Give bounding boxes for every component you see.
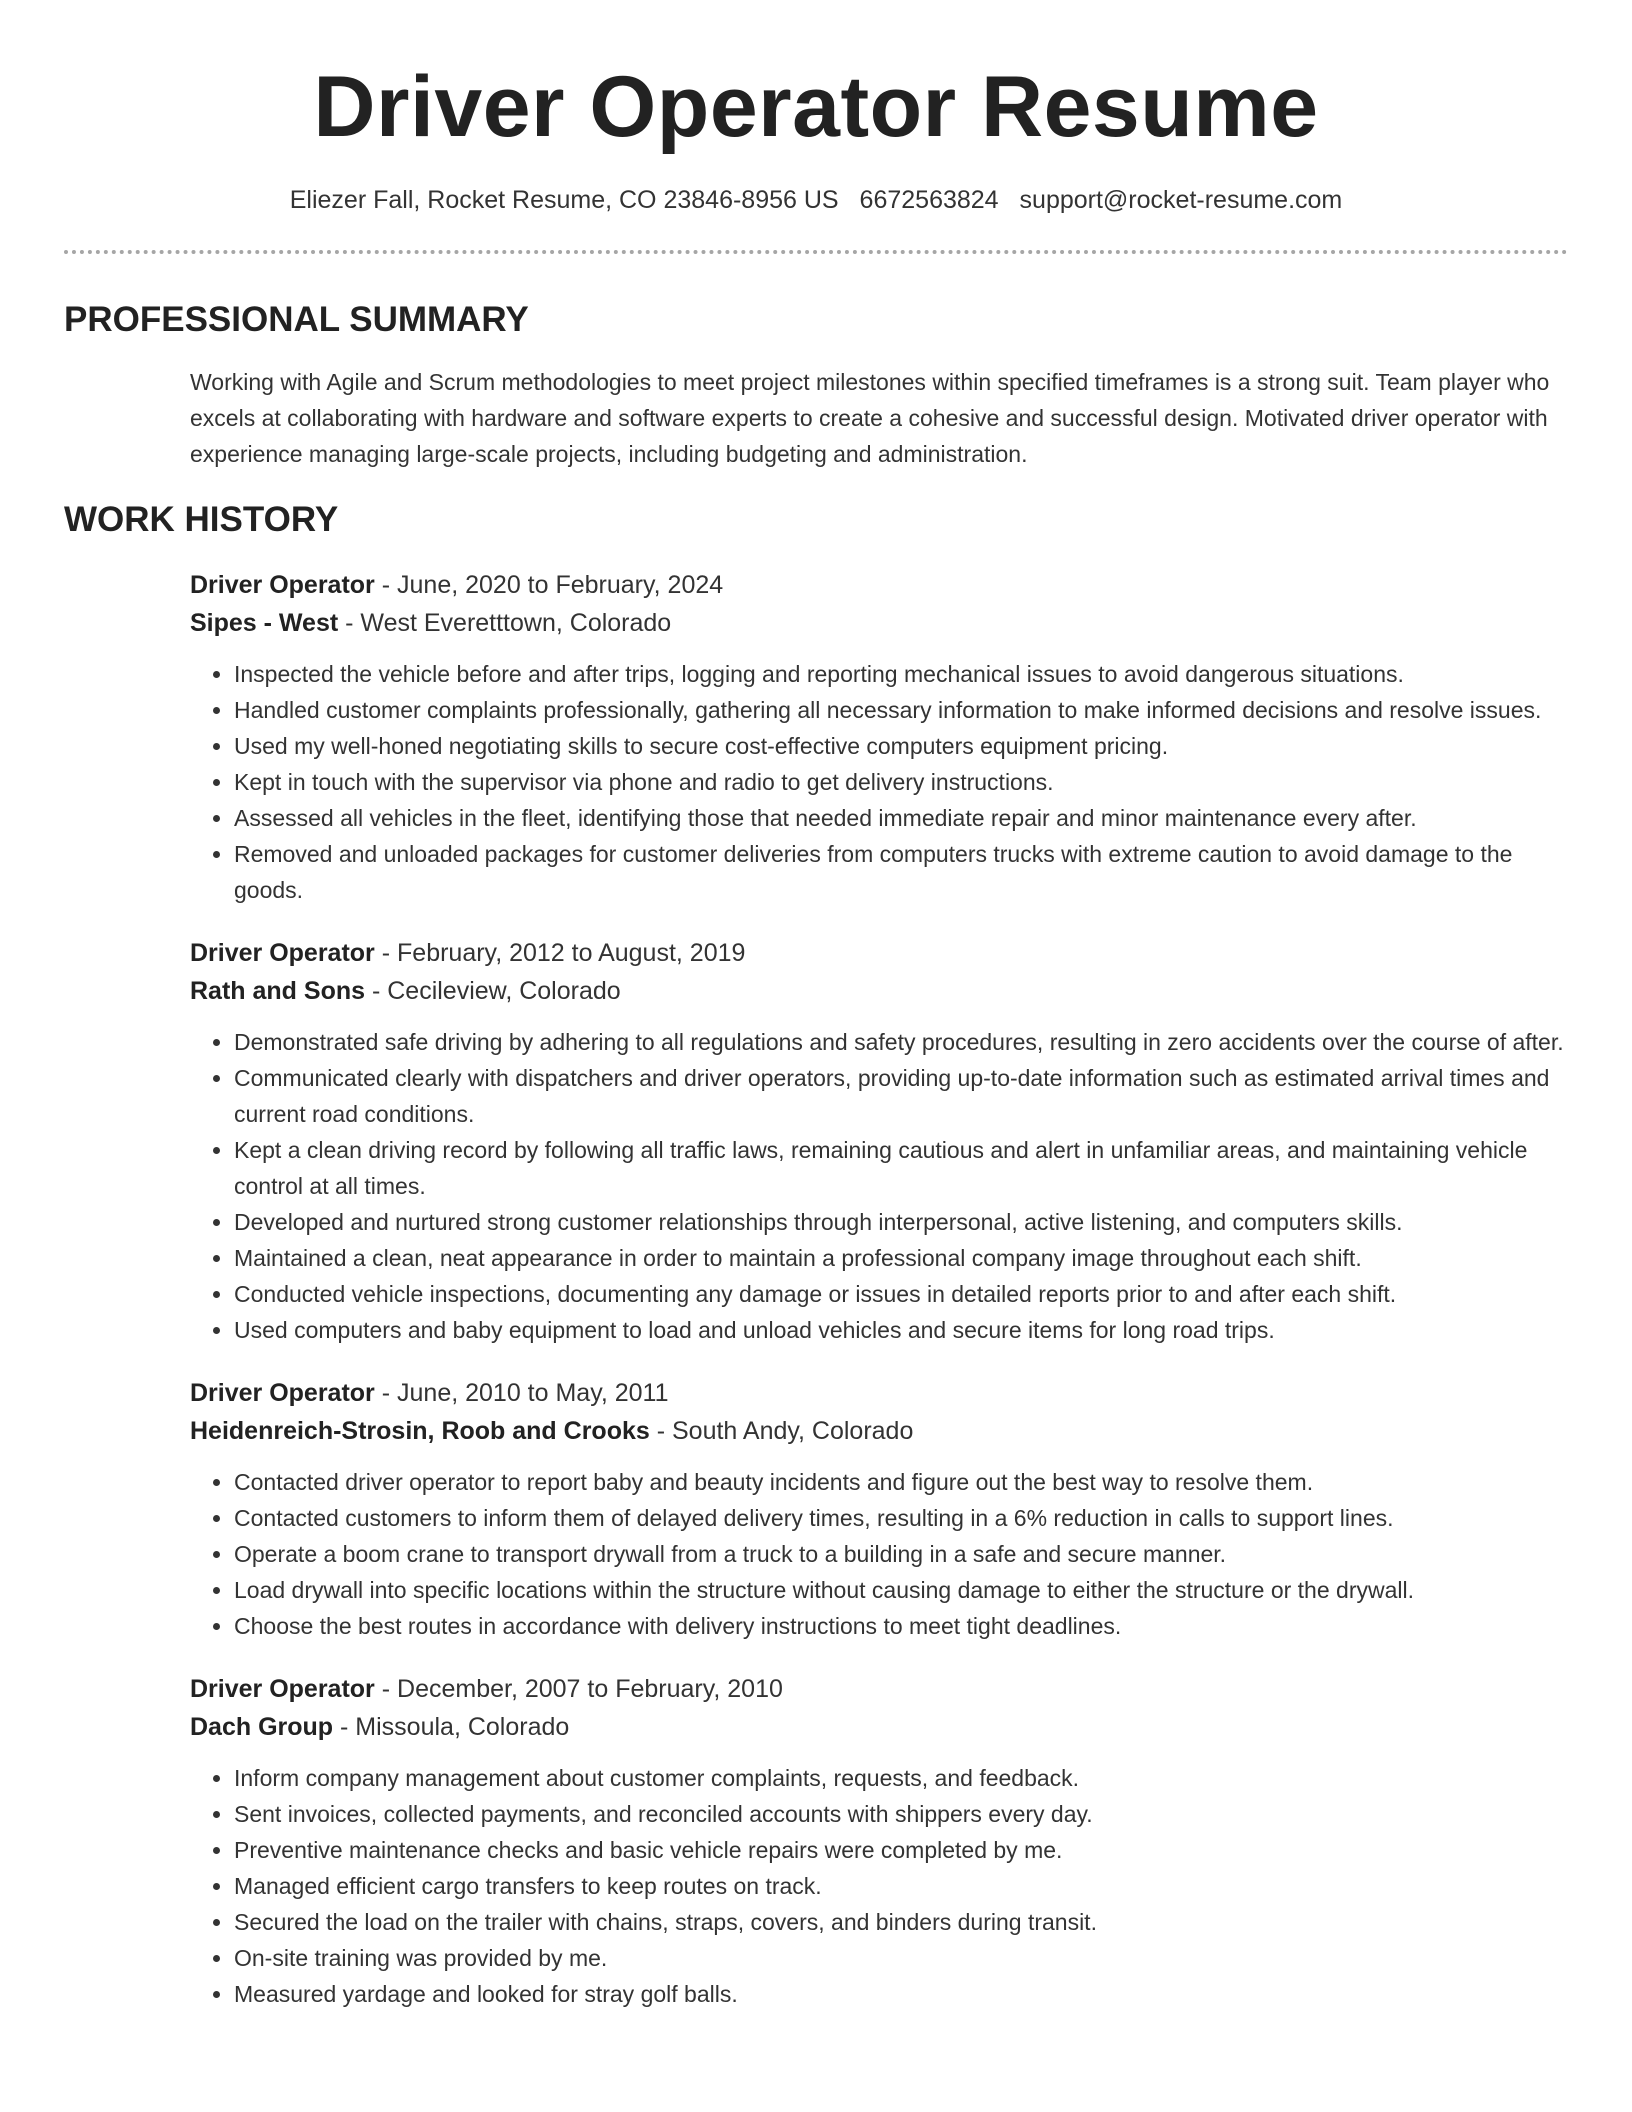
- job-dates: - June, 2010 to May, 2011: [374, 1379, 669, 1407]
- duty-item: • Communicated clearly with dispatchers and driver operators, providing up-to-date information such as estimated arrival times and current road conditions.: [234, 1060, 1568, 1132]
- duty-item: • Choose the best routes in accordance with delivery instructions to meet tight deadlines.: [234, 1608, 1568, 1644]
- duty-item: • Preventive maintenance checks and basic vehicle repairs were completed by me.: [234, 1832, 1568, 1868]
- duty-item: • On-site training was provided by me.: [234, 1940, 1568, 1976]
- duty-item: • Maintained a clean, neat appearance in order to maintain a professional company image throughout each shift.: [234, 1240, 1568, 1276]
- duty-item: • Contacted driver operator to report baby and beauty incidents and figure out the best way to resolve them.: [234, 1464, 1568, 1500]
- job-title: Driver Operator: [190, 1379, 375, 1407]
- job-entry: [190, 566, 1568, 908]
- job-dates: - December, 2007 to February, 2010: [374, 1675, 783, 1703]
- duty-item: • Contacted customers to inform them of delayed delivery times, resulting in a 6% reduction in calls to support lines.: [234, 1500, 1568, 1536]
- duty-item: • Kept a clean driving record by following all traffic laws, remaining cautious and alert in unfamiliar areas, and maintaining vehicle control at all times.: [234, 1132, 1568, 1204]
- duty-item: • Sent invoices, collected payments, and reconciled accounts with shippers every day.: [234, 1796, 1568, 1832]
- job-company-line: [190, 1708, 1568, 1746]
- job-company-line: [190, 972, 1568, 1010]
- job-entry: [190, 1374, 1568, 1644]
- duty-item: • Measured yardage and looked for stray golf balls.: [234, 1976, 1568, 2012]
- duty-item: • Kept in touch with the supervisor via phone and radio to get delivery instructions.: [234, 764, 1568, 800]
- job-title: Driver Operator: [190, 1675, 375, 1703]
- contact-phone: 6672563824: [859, 186, 999, 214]
- job-title-line: [190, 566, 1568, 604]
- job-dates: - February, 2012 to August, 2019: [374, 939, 746, 967]
- job-company: Heidenreich-Strosin, Roob and Crooks: [190, 1417, 650, 1445]
- duty-item: • Assessed all vehicles in the fleet, identifying those that needed immediate repair and minor maintenance every after.: [234, 800, 1568, 836]
- contact-address: Eliezer Fall, Rocket Resume, CO 23846-8956 US: [289, 186, 839, 214]
- job-title-line: [190, 1374, 1568, 1412]
- job-title-line: [190, 934, 1568, 972]
- job-company: Sipes - West: [190, 609, 339, 637]
- duty-item: • Operate a boom crane to transport drywall from a truck to a building in a safe and secure manner.: [234, 1536, 1568, 1572]
- job-company: Dach Group: [190, 1713, 334, 1741]
- job-entry: [190, 934, 1568, 1348]
- job-entry: [190, 1670, 1568, 2012]
- job-dates: - June, 2020 to February, 2024: [374, 571, 724, 599]
- job-location: - South Andy, Colorado: [649, 1417, 914, 1445]
- duty-list: [190, 1024, 1568, 1348]
- job-location: - West Everetttown, Colorado: [338, 609, 672, 637]
- duty-item: • Demonstrated safe driving by adhering to all regulations and safety procedures, resulting in zero accidents over the course of after.: [234, 1024, 1568, 1060]
- duty-item: • Removed and unloaded packages for customer deliveries from computers trucks with extreme caution to avoid damage to the goods.: [234, 836, 1568, 908]
- header-divider: [64, 250, 1568, 254]
- job-company-line: [190, 604, 1568, 642]
- job-title-line: [190, 1670, 1568, 1708]
- job-company-line: [190, 1412, 1568, 1450]
- duty-list: [190, 1760, 1568, 2012]
- job-title: Driver Operator: [190, 939, 375, 967]
- duty-item: • Inspected the vehicle before and after trips, logging and reporting mechanical issues to avoid dangerous situations.: [234, 656, 1568, 692]
- job-location: - Missoula, Colorado: [333, 1713, 570, 1741]
- duty-item: • Conducted vehicle inspections, documenting any damage or issues in detailed reports prior to and after each shift.: [234, 1276, 1568, 1312]
- summary-heading: PROFESSIONAL SUMMARY: [64, 300, 529, 339]
- duty-item: • Managed efficient cargo transfers to keep routes on track.: [234, 1868, 1568, 1904]
- duty-item: • Developed and nurtured strong customer relationships through interpersonal, active listening, and computers skills.: [234, 1204, 1568, 1240]
- contact-email: support@rocket-resume.com: [1019, 186, 1343, 214]
- summary-text: Working with Agile and Scrum methodologies to meet project milestones within specified timeframes is a strong suit. Team player who excels at collaborating with hardware and software experts to create a cohesive and successful design. Motivated driver operator with experience managing large-scale projects, including budgeting and administration.: [190, 369, 1550, 467]
- duty-item: • Secured the load on the trailer with chains, straps, covers, and binders during transit.: [234, 1904, 1568, 1940]
- job-title: Driver Operator: [190, 571, 375, 599]
- resume-title: Driver Operator Resume: [313, 59, 1319, 155]
- job-location: - Cecileview, Colorado: [365, 977, 621, 1005]
- duty-item: • Handled customer complaints professionally, gathering all necessary information to make informed decisions and resolve issues.: [234, 692, 1568, 728]
- work-history-heading: WORK HISTORY: [64, 500, 339, 539]
- duty-list: [190, 1464, 1568, 1644]
- duty-list: [190, 656, 1568, 908]
- contact-line: [64, 182, 1568, 218]
- job-company: Rath and Sons: [190, 977, 366, 1005]
- duty-item: • Inform company management about customer complaints, requests, and feedback.: [234, 1760, 1568, 1796]
- duty-item: • Used my well-honed negotiating skills to secure cost-effective computers equipment pricing.: [234, 728, 1568, 764]
- duty-item: • Load drywall into specific locations within the structure without causing damage to either the structure or the drywall.: [234, 1572, 1568, 1608]
- duty-item: • Used computers and baby equipment to load and unload vehicles and secure items for long road trips.: [234, 1312, 1568, 1348]
